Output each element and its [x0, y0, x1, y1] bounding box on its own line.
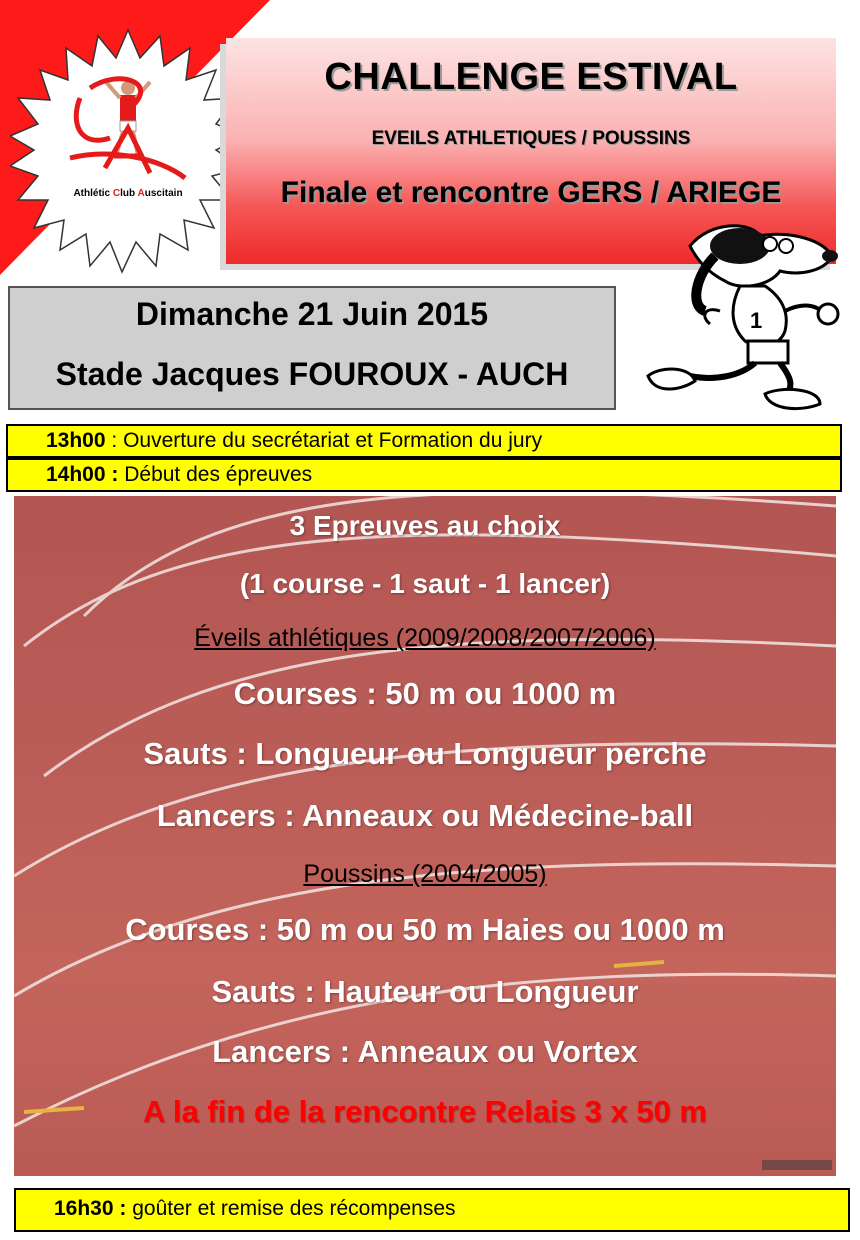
logo-text-4: A [137, 188, 145, 199]
schedule-row [6, 458, 842, 492]
schedule-sep: : [105, 429, 124, 452]
running-cartoon-dog-icon [620, 216, 852, 416]
logo-text-5: uscitain [144, 188, 183, 199]
poussins-sauts: Sauts : Hauteur ou Longueur [211, 974, 639, 1009]
schedule-time: 13h00 [46, 429, 106, 452]
program-intro-detail: (1 course - 1 saut - 1 lancer) [239, 568, 611, 599]
page-subtitle: EVEILS ATHLETIQUES / POUSSINS [371, 128, 691, 149]
poussins-courses: Courses : 50 m ou 50 m Haies ou 1000 m [125, 912, 725, 947]
page-title: CHALLENGE ESTIVAL [324, 56, 738, 98]
eveils-lancers: Lancers : Anneaux ou Médecine-ball [156, 798, 694, 833]
poussins-heading: Poussins (2004/2005) [303, 860, 547, 888]
poussins-lancers: Lancers : Anneaux ou Vortex [212, 1034, 638, 1069]
eveils-heading: Éveils athlétiques (2009/2008/2007/2006) [194, 624, 656, 652]
svg-text:Athlétic Club Auscitain [73, 188, 182, 199]
svg-text:1: 1 [750, 308, 763, 333]
date-venue-box [8, 286, 616, 410]
logo-text-1: Athlétic [73, 188, 113, 199]
watermark-badge [762, 1160, 832, 1170]
logo-text-3: lub [120, 188, 138, 199]
club-logo [10, 28, 246, 276]
eveils-sauts: Sauts : Longueur ou Longueur perche [143, 736, 707, 771]
relay-note: A la fin de la rencontre Relais 3 x 50 m [143, 1094, 707, 1129]
eveils-courses: Courses : 50 m ou 1000 m [233, 676, 617, 711]
schedule-time: 14h00 : [46, 463, 119, 486]
event-date: Dimanche 21 Juin 2015 [135, 296, 489, 332]
schedule-text: Début des épreuves [124, 463, 313, 486]
program-track-panel [14, 496, 836, 1176]
event-venue: Stade Jacques FOUROUX - AUCH [55, 356, 569, 392]
closing-time: 16h30 : [54, 1197, 127, 1220]
logo-text-2: C [112, 188, 121, 199]
event-tagline: Finale et rencontre GERS / ARIEGE [280, 176, 782, 209]
program-intro: 3 Epreuves au choix [289, 510, 561, 541]
starburst-shape [10, 30, 244, 272]
schedule-row [6, 424, 842, 458]
schedule-text: Ouverture du secrétariat et Formation du jury [123, 429, 543, 452]
closing-text: goûter et remise des récompenses [126, 1197, 456, 1220]
closing-schedule-row [14, 1188, 850, 1232]
